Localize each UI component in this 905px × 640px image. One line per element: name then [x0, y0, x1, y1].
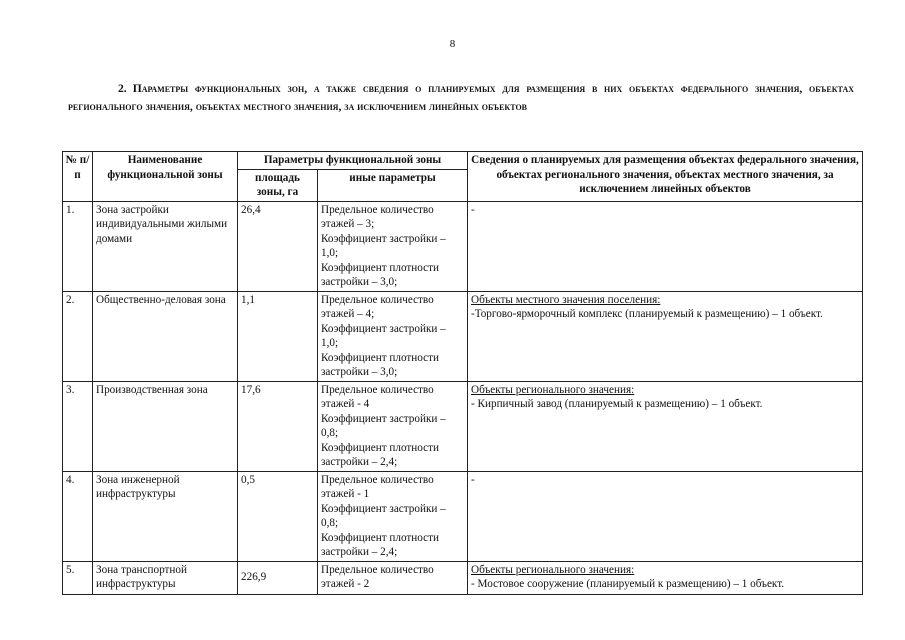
row-num: 1. [63, 201, 93, 291]
header-name: Наименование функциональной зоны [93, 152, 238, 202]
info-title: Объекты местного значения поселения: [471, 293, 661, 306]
row-params [318, 291, 468, 381]
table-row [63, 471, 863, 561]
row-area: 26,4 [238, 201, 318, 291]
info-text: - [471, 203, 475, 216]
param-density: Коэффициент плотности застройки – 3,0; [321, 351, 440, 378]
info-text: -Торгово-ярморочный комплекс (планируемый к размещению) – 1 объект. [471, 308, 823, 320]
info-text: - [471, 473, 475, 486]
info-text: - Кирпичный завод (планируемый к размещению) – 1 объект. [471, 398, 763, 410]
row-info [468, 291, 863, 381]
row-info [468, 471, 863, 561]
header-other: иные параметры [318, 169, 468, 201]
header-params-group: Параметры функциональной зоны [238, 152, 468, 170]
param-coverage: Коэффициент застройки – 1,0; [321, 322, 446, 349]
param-density: Коэффициент плотности застройки – 2,4; [321, 531, 440, 558]
row-num: 2. [63, 291, 93, 381]
section-title: Параметры функциональных зон, а также сведения о планируемых для размещения в них объектах федерального значения, объектах регионального значения, объектах местного значения, за исключением линейных объектов [68, 82, 854, 113]
row-params [318, 201, 468, 291]
row-zone-name: Зона инженерной инфраструктуры [93, 471, 238, 561]
row-info [468, 561, 863, 594]
param-floors: Предельное количество этажей - 2 [321, 563, 434, 590]
header-num: № п/п [63, 152, 93, 202]
row-info [468, 381, 863, 471]
row-area: 226,9 [238, 561, 318, 594]
row-area: 1,1 [238, 291, 318, 381]
param-coverage: Коэффициент застройки – 0,8; [321, 502, 446, 529]
table-row [63, 561, 863, 594]
info-title: Объекты регионального значения: [471, 563, 635, 576]
row-num: 3. [63, 381, 93, 471]
table-row [63, 201, 863, 291]
param-coverage: Коэффициент застройки – 0,8; [321, 412, 446, 439]
param-floors: Предельное количество этажей – 4; [321, 293, 434, 320]
param-density: Коэффициент плотности застройки – 3,0; [321, 261, 440, 288]
row-params [318, 471, 468, 561]
info-title: Объекты регионального значения: [471, 383, 635, 396]
row-zone-name: Зона транспортной инфраструктуры [93, 561, 238, 594]
row-zone-name: Общественно-деловая зона [93, 291, 238, 381]
section-heading [68, 80, 854, 116]
header-area: площадь зоны, га [238, 169, 318, 201]
row-area: 0,5 [238, 471, 318, 561]
info-text: - Мостовое сооружение (планируемый к размещению) – 1 объект. [471, 578, 785, 590]
zones-table [62, 151, 863, 595]
row-info [468, 201, 863, 291]
table-row [63, 291, 863, 381]
param-floors: Предельное количество этажей – 3; [321, 203, 434, 230]
header-info: Сведения о планируемых для размещения объектах федерального значения, объектах регионального значения, объектах местного значения, за исключением линейных объектов [468, 152, 863, 202]
table-row [63, 381, 863, 471]
page-number: 8 [449, 38, 456, 50]
row-zone-name: Зона застройки индивидуальными жилыми домами [93, 201, 238, 291]
param-floors: Предельное количество этажей - 1 [321, 473, 434, 500]
param-density: Коэффициент плотности застройки – 2,4; [321, 441, 440, 468]
param-floors: Предельное количество этажей - 4 [321, 383, 434, 410]
row-params [318, 381, 468, 471]
param-coverage: Коэффициент застройки – 1,0; [321, 232, 446, 259]
row-params [318, 561, 468, 594]
row-num: 4. [63, 471, 93, 561]
row-zone-name: Производственная зона [93, 381, 238, 471]
row-area: 17,6 [238, 381, 318, 471]
row-num: 5. [63, 561, 93, 594]
section-number: 2. [118, 82, 127, 95]
